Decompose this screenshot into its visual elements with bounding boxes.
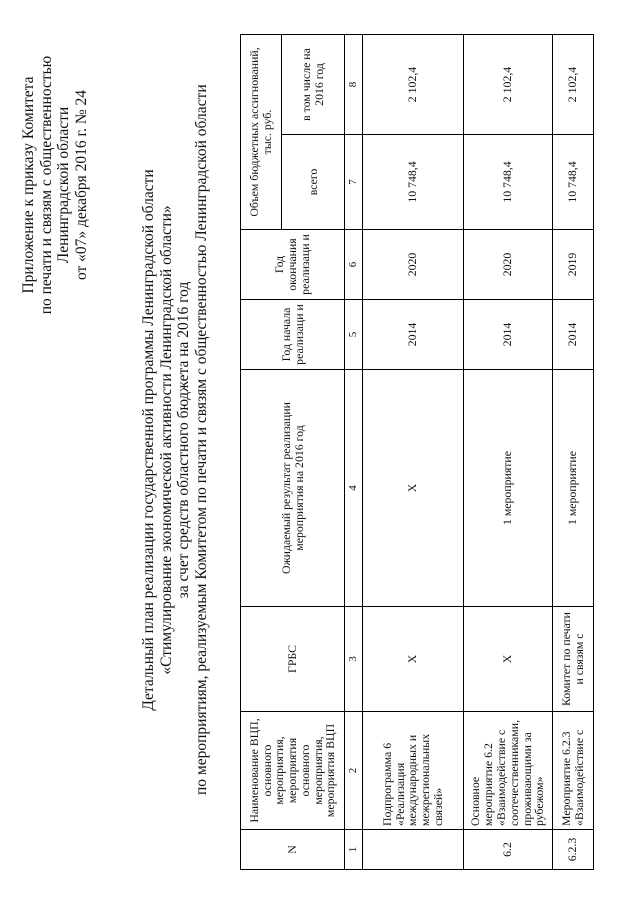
- row-result: 1 мероприятие: [552, 370, 593, 607]
- column-number: 6: [345, 230, 363, 300]
- header-budget: Объем бюджетных ассигнований, тыс. руб.: [241, 34, 282, 229]
- header-name: Наименование ВЦП, основного мероприятия, мероприятия основного мероприятия, мероприятия ВЦП: [241, 712, 345, 830]
- row-grbs: Х: [362, 607, 463, 712]
- plan-table: [240, 34, 594, 870]
- row-name: Мероприятие 6.2.3 «Взаимодействие с: [552, 712, 593, 830]
- row-name: Подпрограмма 6 «Реализация международных и межрегиональных связей»: [362, 712, 463, 830]
- heading-line-3: за счет средств областного бюджета на 2016 год: [175, 281, 192, 599]
- column-number: 5: [345, 300, 363, 370]
- row-result: Х: [362, 370, 463, 607]
- column-number: 7: [345, 135, 363, 230]
- row-incl-2016: 2 102,4: [552, 34, 593, 134]
- column-number: 3: [345, 607, 363, 712]
- document-heading: [140, 85, 210, 795]
- row-total: 10 748,4: [463, 135, 552, 230]
- approval-line-1: Приложение к приказу Комитета: [20, 76, 37, 294]
- row-num: 6.2.3: [552, 830, 593, 870]
- header-num: N: [241, 830, 345, 870]
- heading-line-2: «Стимулирование экономической активности Ленинградской области»: [157, 205, 175, 675]
- approval-line-2: по печати и связям с общественностью: [37, 55, 55, 315]
- approval-line-3: Ленинградской области: [55, 106, 72, 264]
- row-end-year: 2019: [552, 230, 593, 300]
- row-end-year: 2020: [463, 230, 552, 300]
- header-start-year: Год начала реализаци и: [241, 300, 345, 370]
- table-row: [463, 34, 552, 869]
- header-end-year: Год окончания реализаци и: [241, 230, 345, 300]
- column-number: 1: [345, 830, 363, 870]
- row-start-year: 2014: [463, 300, 552, 370]
- row-end-year: 2020: [362, 230, 463, 300]
- approval-block: [20, 20, 90, 350]
- table-row: [552, 34, 593, 869]
- column-number: 4: [345, 370, 363, 607]
- row-grbs: Х: [463, 607, 552, 712]
- header-incl-2016: в том числе на 2016 год: [282, 34, 345, 134]
- column-number: 2: [345, 712, 363, 830]
- table-row: [362, 34, 463, 869]
- row-start-year: 2014: [552, 300, 593, 370]
- table-header-row: [241, 34, 282, 869]
- heading-line-4: по мероприятиям, реализуемым Комитетом по печати и связям с общественностью Ленинградской области: [192, 84, 210, 795]
- header-result: Ожидаемый результат реализации мероприятия на 2016 год: [241, 370, 345, 607]
- row-num: [362, 830, 463, 870]
- row-incl-2016: 2 102,4: [362, 34, 463, 134]
- approval-line-4: от «07» декабря 2016 г. № 24: [72, 89, 90, 281]
- column-number-row: [345, 34, 363, 869]
- row-name: Основное мероприятие 6.2 «Взаимодействие с соотечественниками, проживающими за рубежом»: [463, 712, 552, 830]
- row-num: 6.2: [463, 830, 552, 870]
- header-total: всего: [282, 135, 345, 230]
- row-incl-2016: 2 102,4: [463, 34, 552, 134]
- column-number: 8: [345, 34, 363, 134]
- row-result: 1 мероприятие: [463, 370, 552, 607]
- row-total: 10 748,4: [552, 135, 593, 230]
- heading-line-1: Детальный план реализации государственной программы Ленинградской области: [140, 169, 157, 711]
- header-grbs: ГРБС: [241, 607, 345, 712]
- row-grbs: Комитет по печати и связям с: [552, 607, 593, 712]
- row-start-year: 2014: [362, 300, 463, 370]
- row-total: 10 748,4: [362, 135, 463, 230]
